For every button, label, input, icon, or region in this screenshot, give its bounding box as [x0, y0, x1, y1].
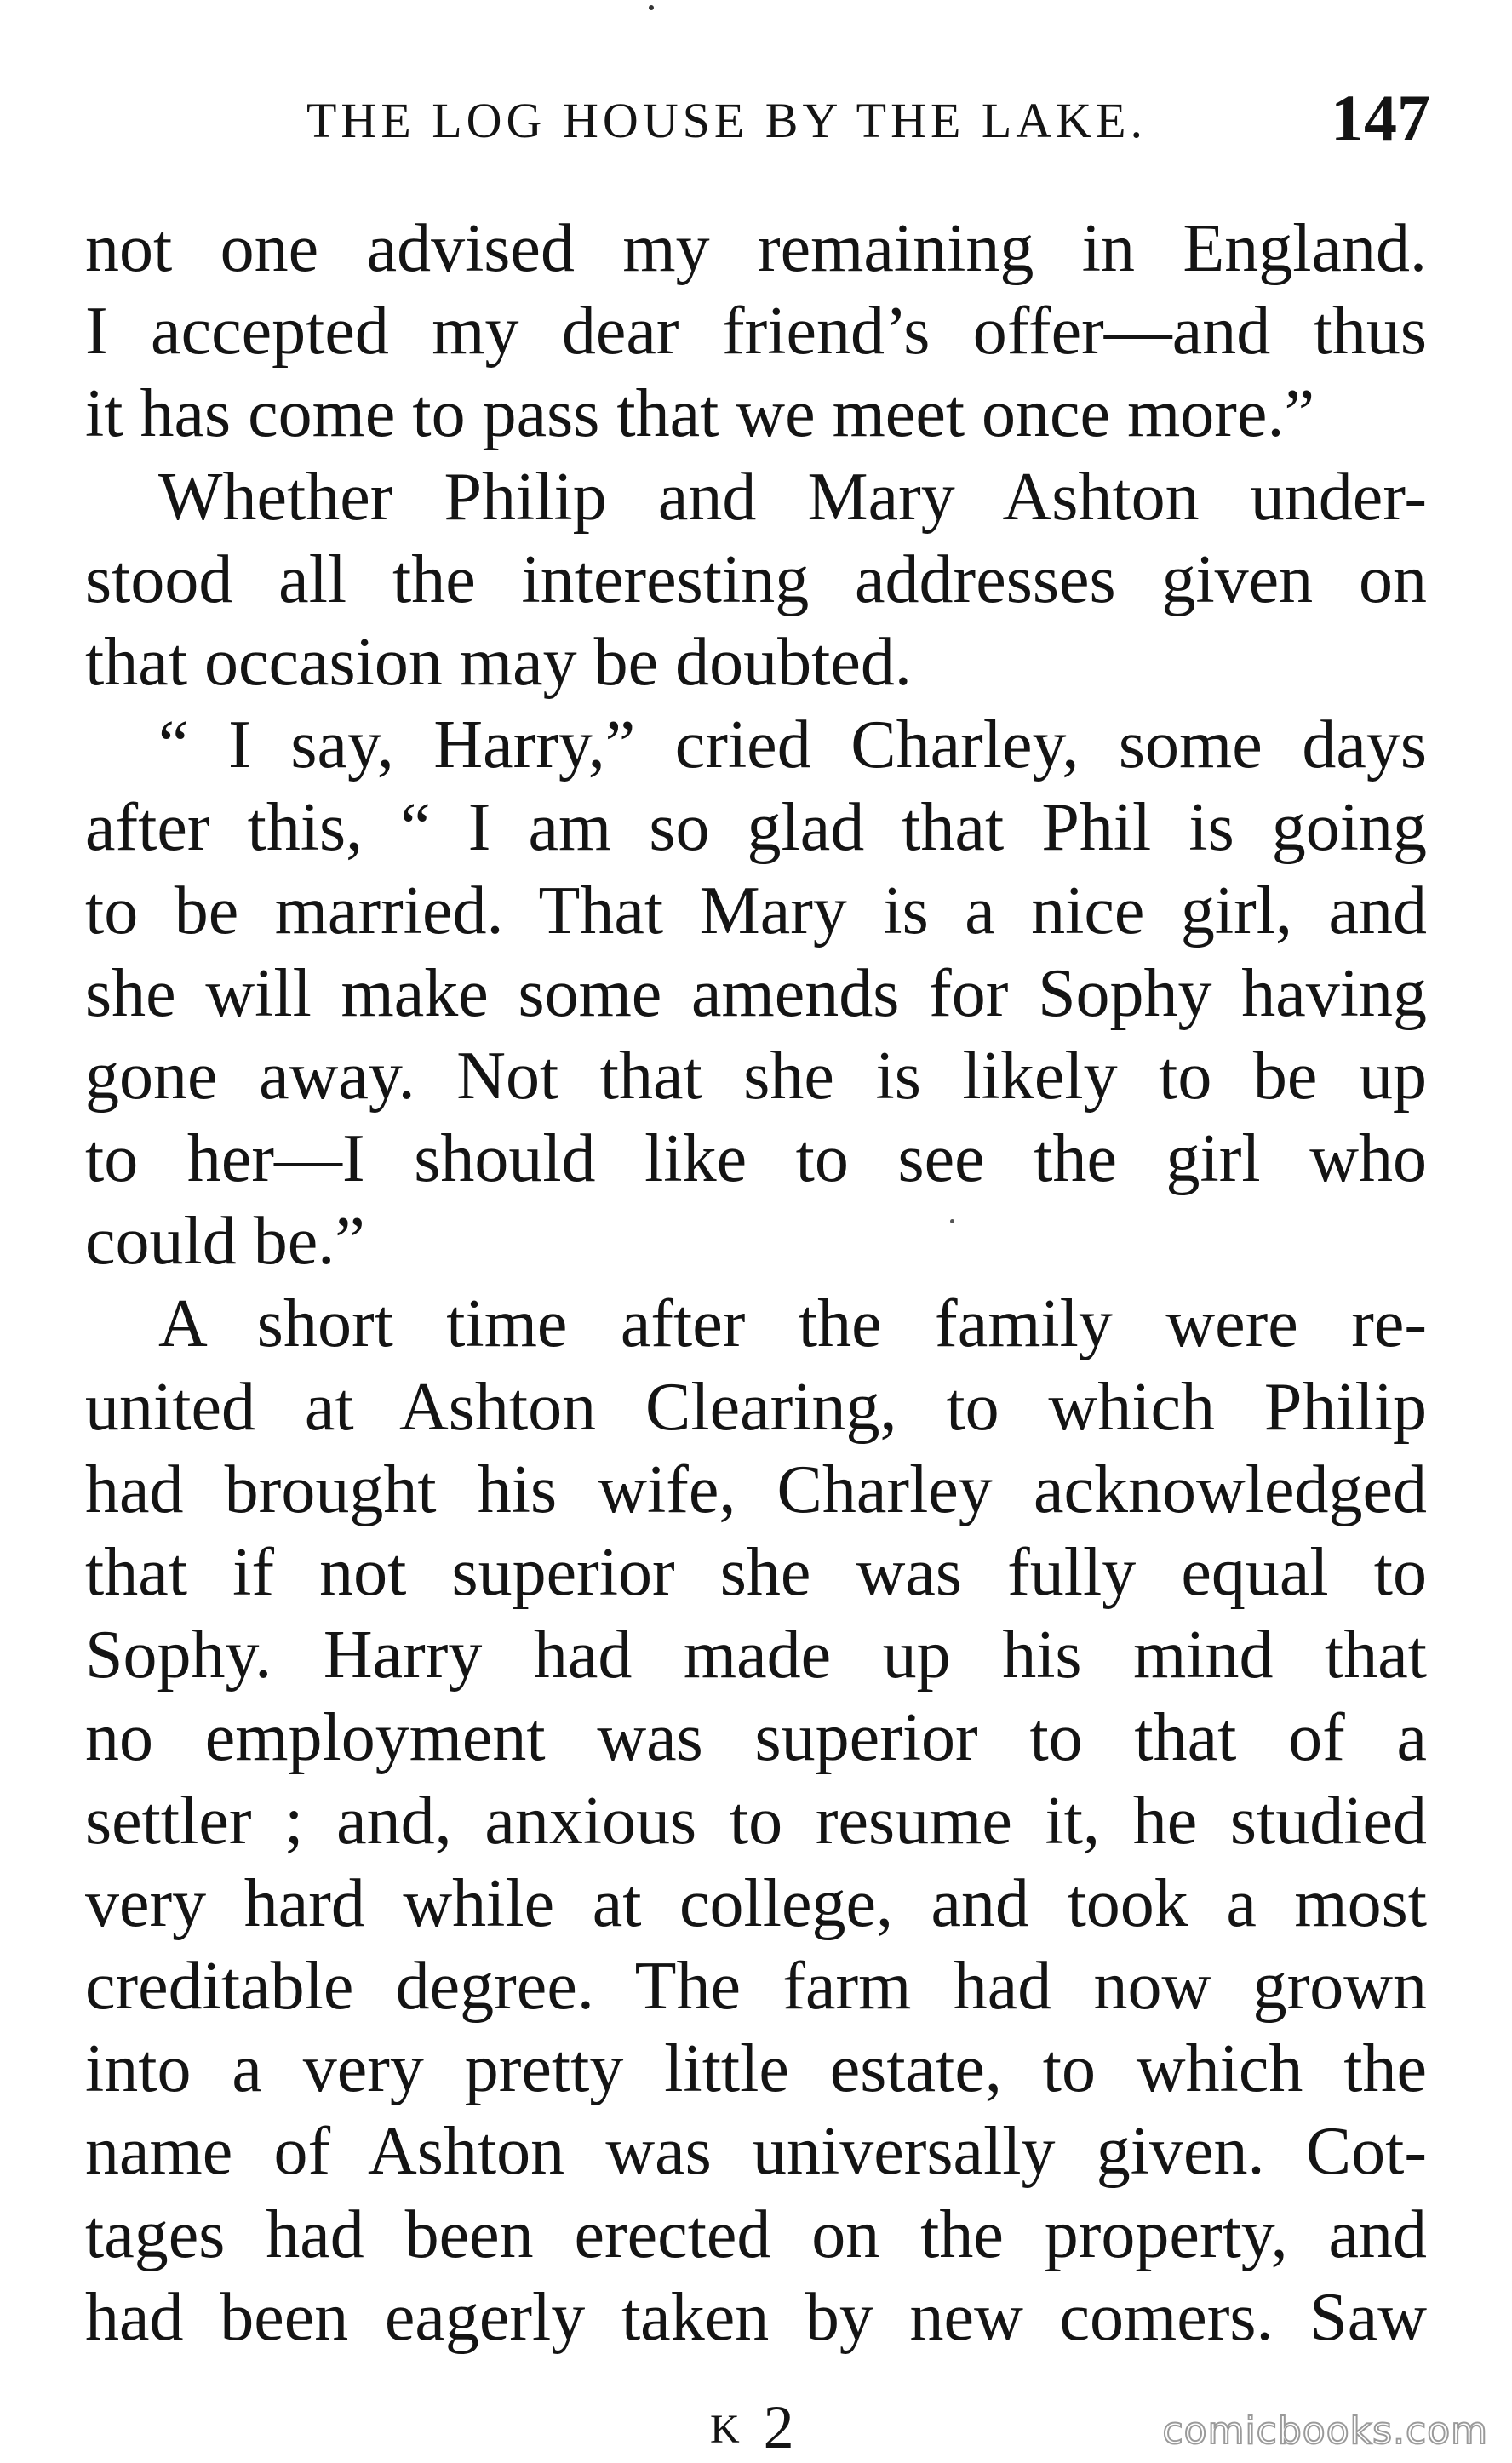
running-title: THE LOG HOUSE BY THE LAKE. [306, 93, 1148, 148]
text-line: gone away. Not that she is likely to be up [85, 1038, 1427, 1114]
text-line: not one advised my remaining in England. [85, 211, 1427, 286]
text-line: stood all the interesting addresses given on [85, 541, 1427, 617]
text-line: very hard while at college, and took a most [85, 1865, 1427, 1941]
signature-number: 2 [763, 2393, 798, 2461]
text-line: united at Ashton Clearing, to which Philip [85, 1369, 1427, 1445]
body-text [85, 208, 1427, 2359]
text-line: settler ; and, anxious to resume it, he studied [85, 1783, 1427, 1859]
text-line: had brought his wife, Charley acknowledged [85, 1452, 1427, 1527]
text-line: to be married. That Mary is a nice girl, and [85, 873, 1427, 948]
text-line: had been eagerly taken by new comers. Saw [85, 2279, 1427, 2355]
text-line: name of Ashton was universally given. Cot- [85, 2114, 1427, 2190]
text-line: no employment was superior to that of a [85, 1700, 1427, 1776]
ink-speck [950, 1219, 954, 1223]
ink-speck [649, 5, 654, 10]
text-line: tages had been erected on the property, and [85, 2197, 1427, 2272]
text-line: after this, “ I am so glad that Phil is going [85, 790, 1427, 866]
text-line: Sophy. Harry had made up his mind that [85, 1618, 1427, 1693]
text-line: creditable degree. The farm had now grown [85, 1948, 1427, 2024]
printer-signature-mark [710, 2392, 798, 2463]
text-line: it has come to pass that we meet once more.” [85, 376, 1314, 452]
text-line: A short time after the family were re- [158, 1286, 1427, 1362]
text-line: Whether Philip and Mary Ashton under- [158, 459, 1427, 535]
text-line: she will make some amends for Sophy having [85, 955, 1427, 1031]
text-line: could be.” [85, 1204, 365, 1280]
text-line: I accepted my dear friend’s offer—and thus [85, 294, 1427, 369]
page-number: 147 [1331, 81, 1430, 155]
text-line: to her—I should like to see the girl who [85, 1121, 1427, 1197]
text-line: that occasion may be doubted. [85, 624, 912, 700]
text-line: that if not superior she was fully equal to [85, 1535, 1427, 1610]
running-head [306, 81, 1430, 157]
text-line: into a very pretty little estate, to which the [85, 2031, 1427, 2107]
signature-letter: K [710, 2407, 745, 2452]
watermark: comicbooks.com [1162, 2409, 1488, 2453]
text-line: “ I say, Harry,” cried Charley, some days [158, 707, 1427, 783]
